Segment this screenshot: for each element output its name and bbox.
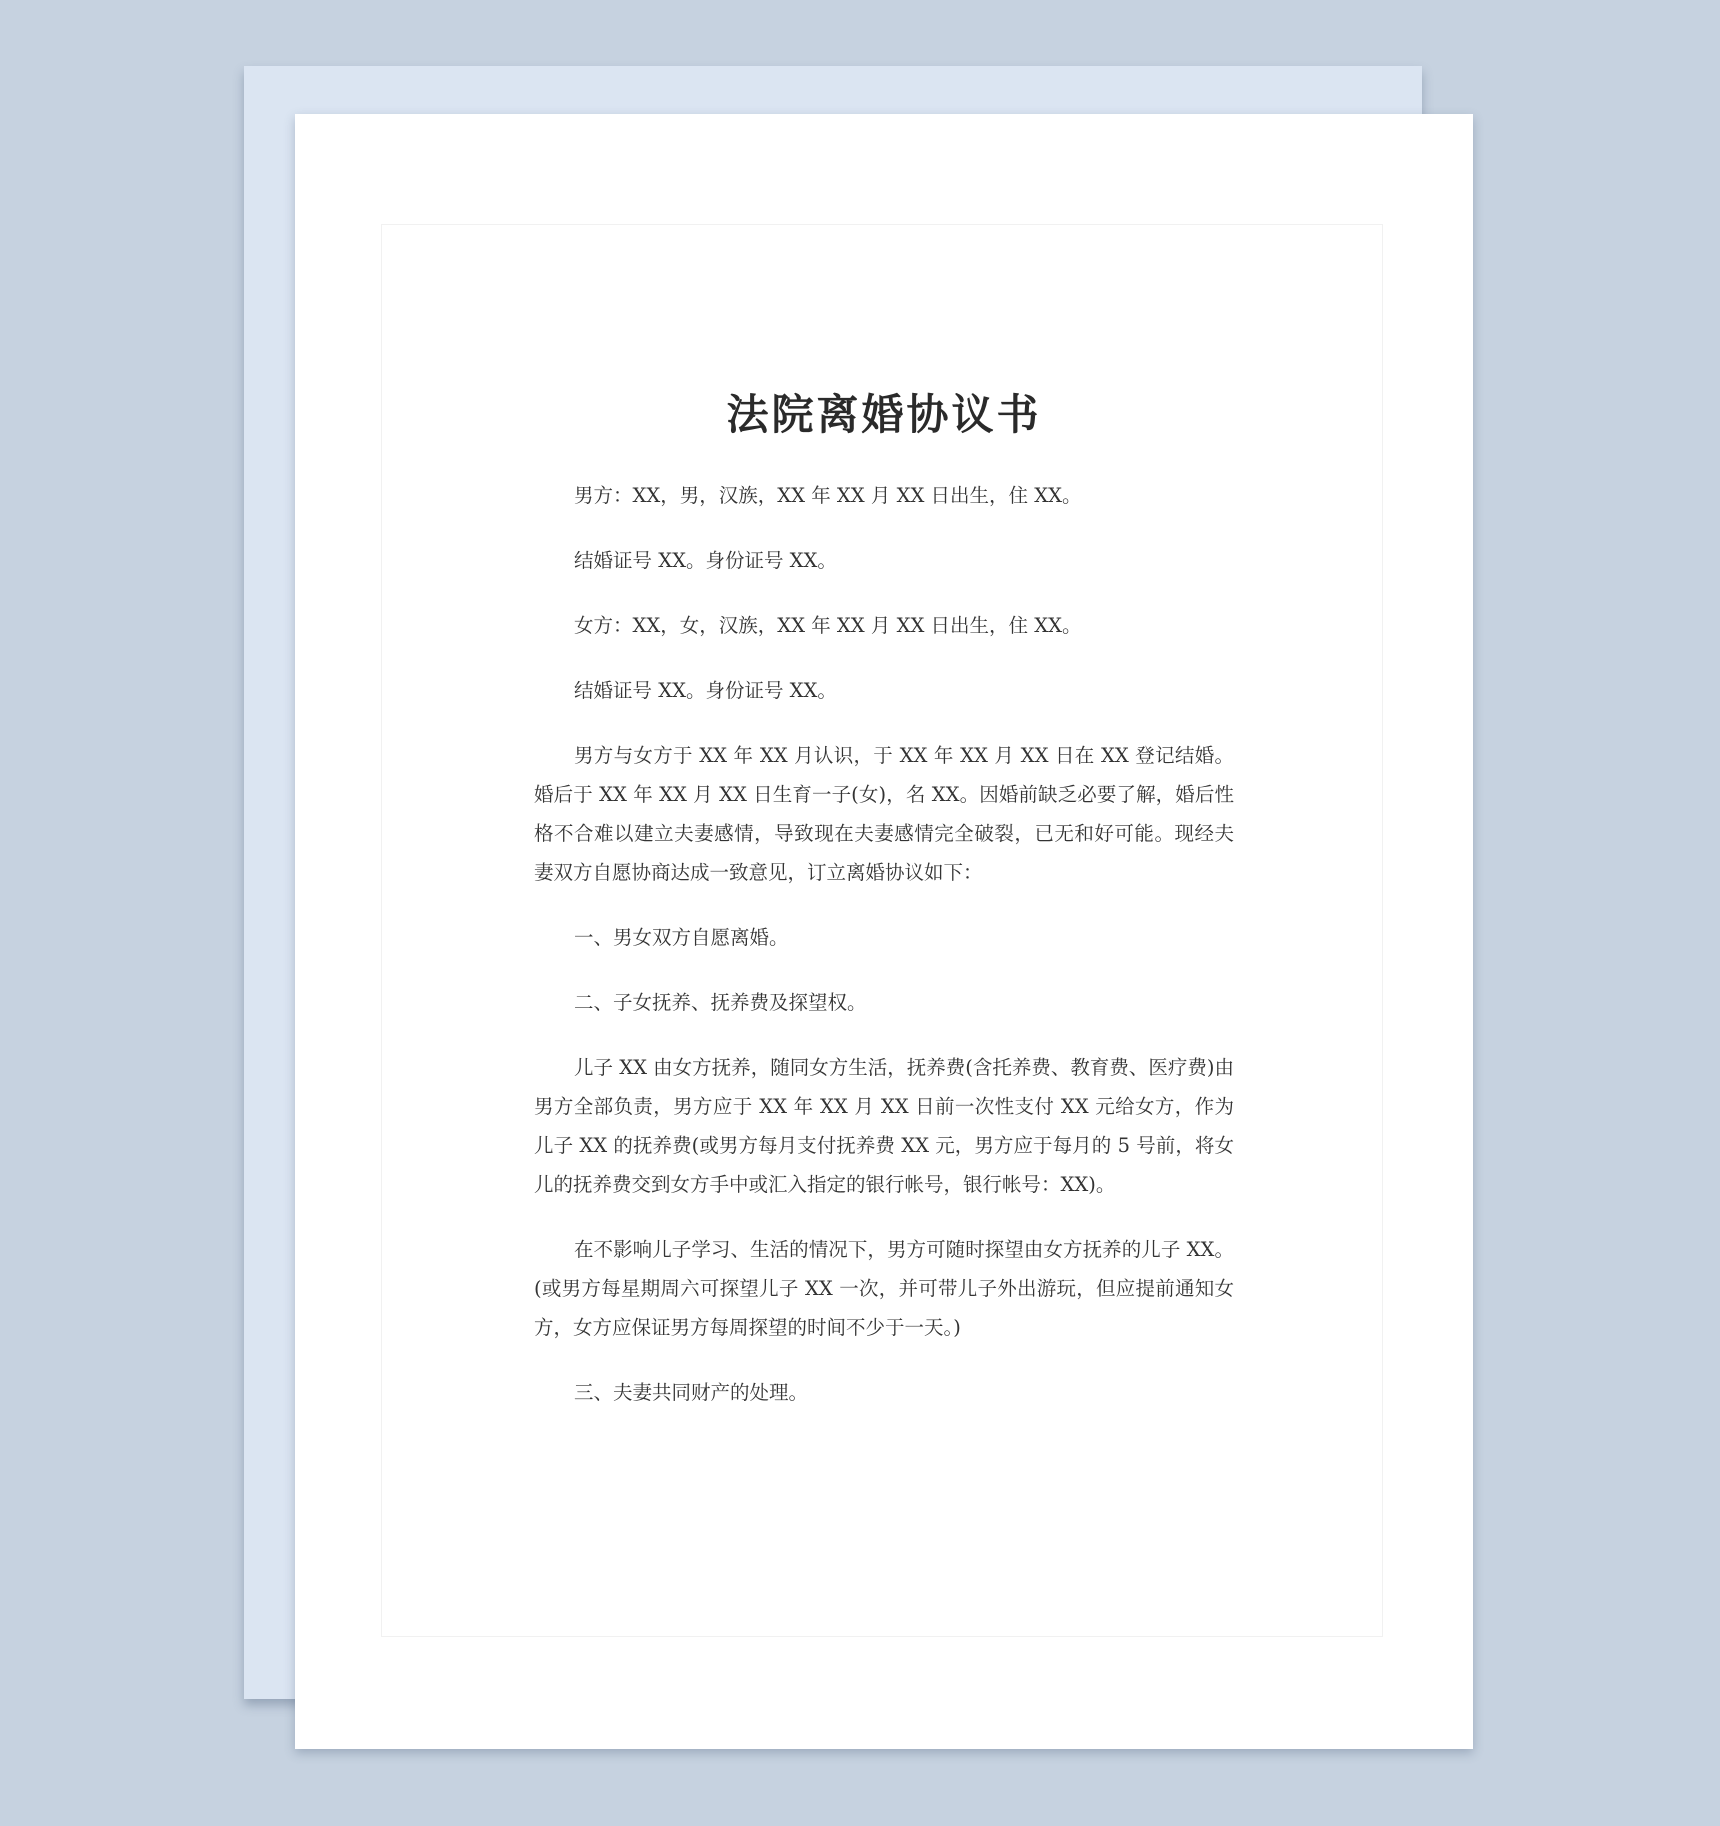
paragraph-visitation: 在不影响儿子学习、生活的情况下，男方可随时探望由女方抚养的儿子 XX。(或男方每星期周六可探望儿子 XX 一次，并可带儿子外出游玩，但应提前通知女方，女方应保证男方每周探望的时间不少于一天。) — [534, 1238, 1234, 1339]
paragraph-female-certificate: 结婚证号 XX。身份证号 XX。 — [574, 679, 837, 702]
clause-3-heading: 三、夫妻共同财产的处理。 — [574, 1381, 809, 1404]
document-page — [295, 114, 1473, 1749]
paragraph-male-certificate: 结婚证号 XX。身份证号 XX。 — [574, 549, 837, 572]
document-body — [534, 476, 1234, 1438]
paragraph-child-support: 儿子 XX 由女方抚养，随同女方生活，抚养费(含托养费、教育费、医疗费)由男方全部负责，男方应于 XX 年 XX 月 XX 日前一次性支付 XX 元给女方，作为儿子 XX 的抚养费(或男方每月支付抚养费 XX 元，男方应于每月的 5 号前，将女儿的抚养费交到女方手中或汇入指定的银行帐号，银行帐号：XX)。 — [534, 1056, 1234, 1196]
clause-2-heading: 二、子女抚养、抚养费及探望权。 — [574, 991, 867, 1014]
clause-1-heading: 一、男女双方自愿离婚。 — [574, 926, 789, 949]
paragraph-female-party: 女方：XX，女，汉族，XX 年 XX 月 XX 日出生，住 XX。 — [574, 614, 1082, 637]
document-title: 法院离婚协议书 — [726, 390, 1042, 439]
paragraph-male-party: 男方：XX，男，汉族，XX 年 XX 月 XX 日出生，住 XX。 — [574, 484, 1082, 507]
paragraph-background: 男方与女方于 XX 年 XX 月认识，于 XX 年 XX 月 XX 日在 XX 登记结婚。婚后于 XX 年 XX 月 XX 日生育一子(女)，名 XX。因婚前缺乏必要了解，婚后性格不合难以建立夫妻感情，导致现在夫妻感情完全破裂，已无和好可能。现经夫妻双方自愿协商达成一致意见，订立离婚协议如下： — [534, 744, 1234, 884]
